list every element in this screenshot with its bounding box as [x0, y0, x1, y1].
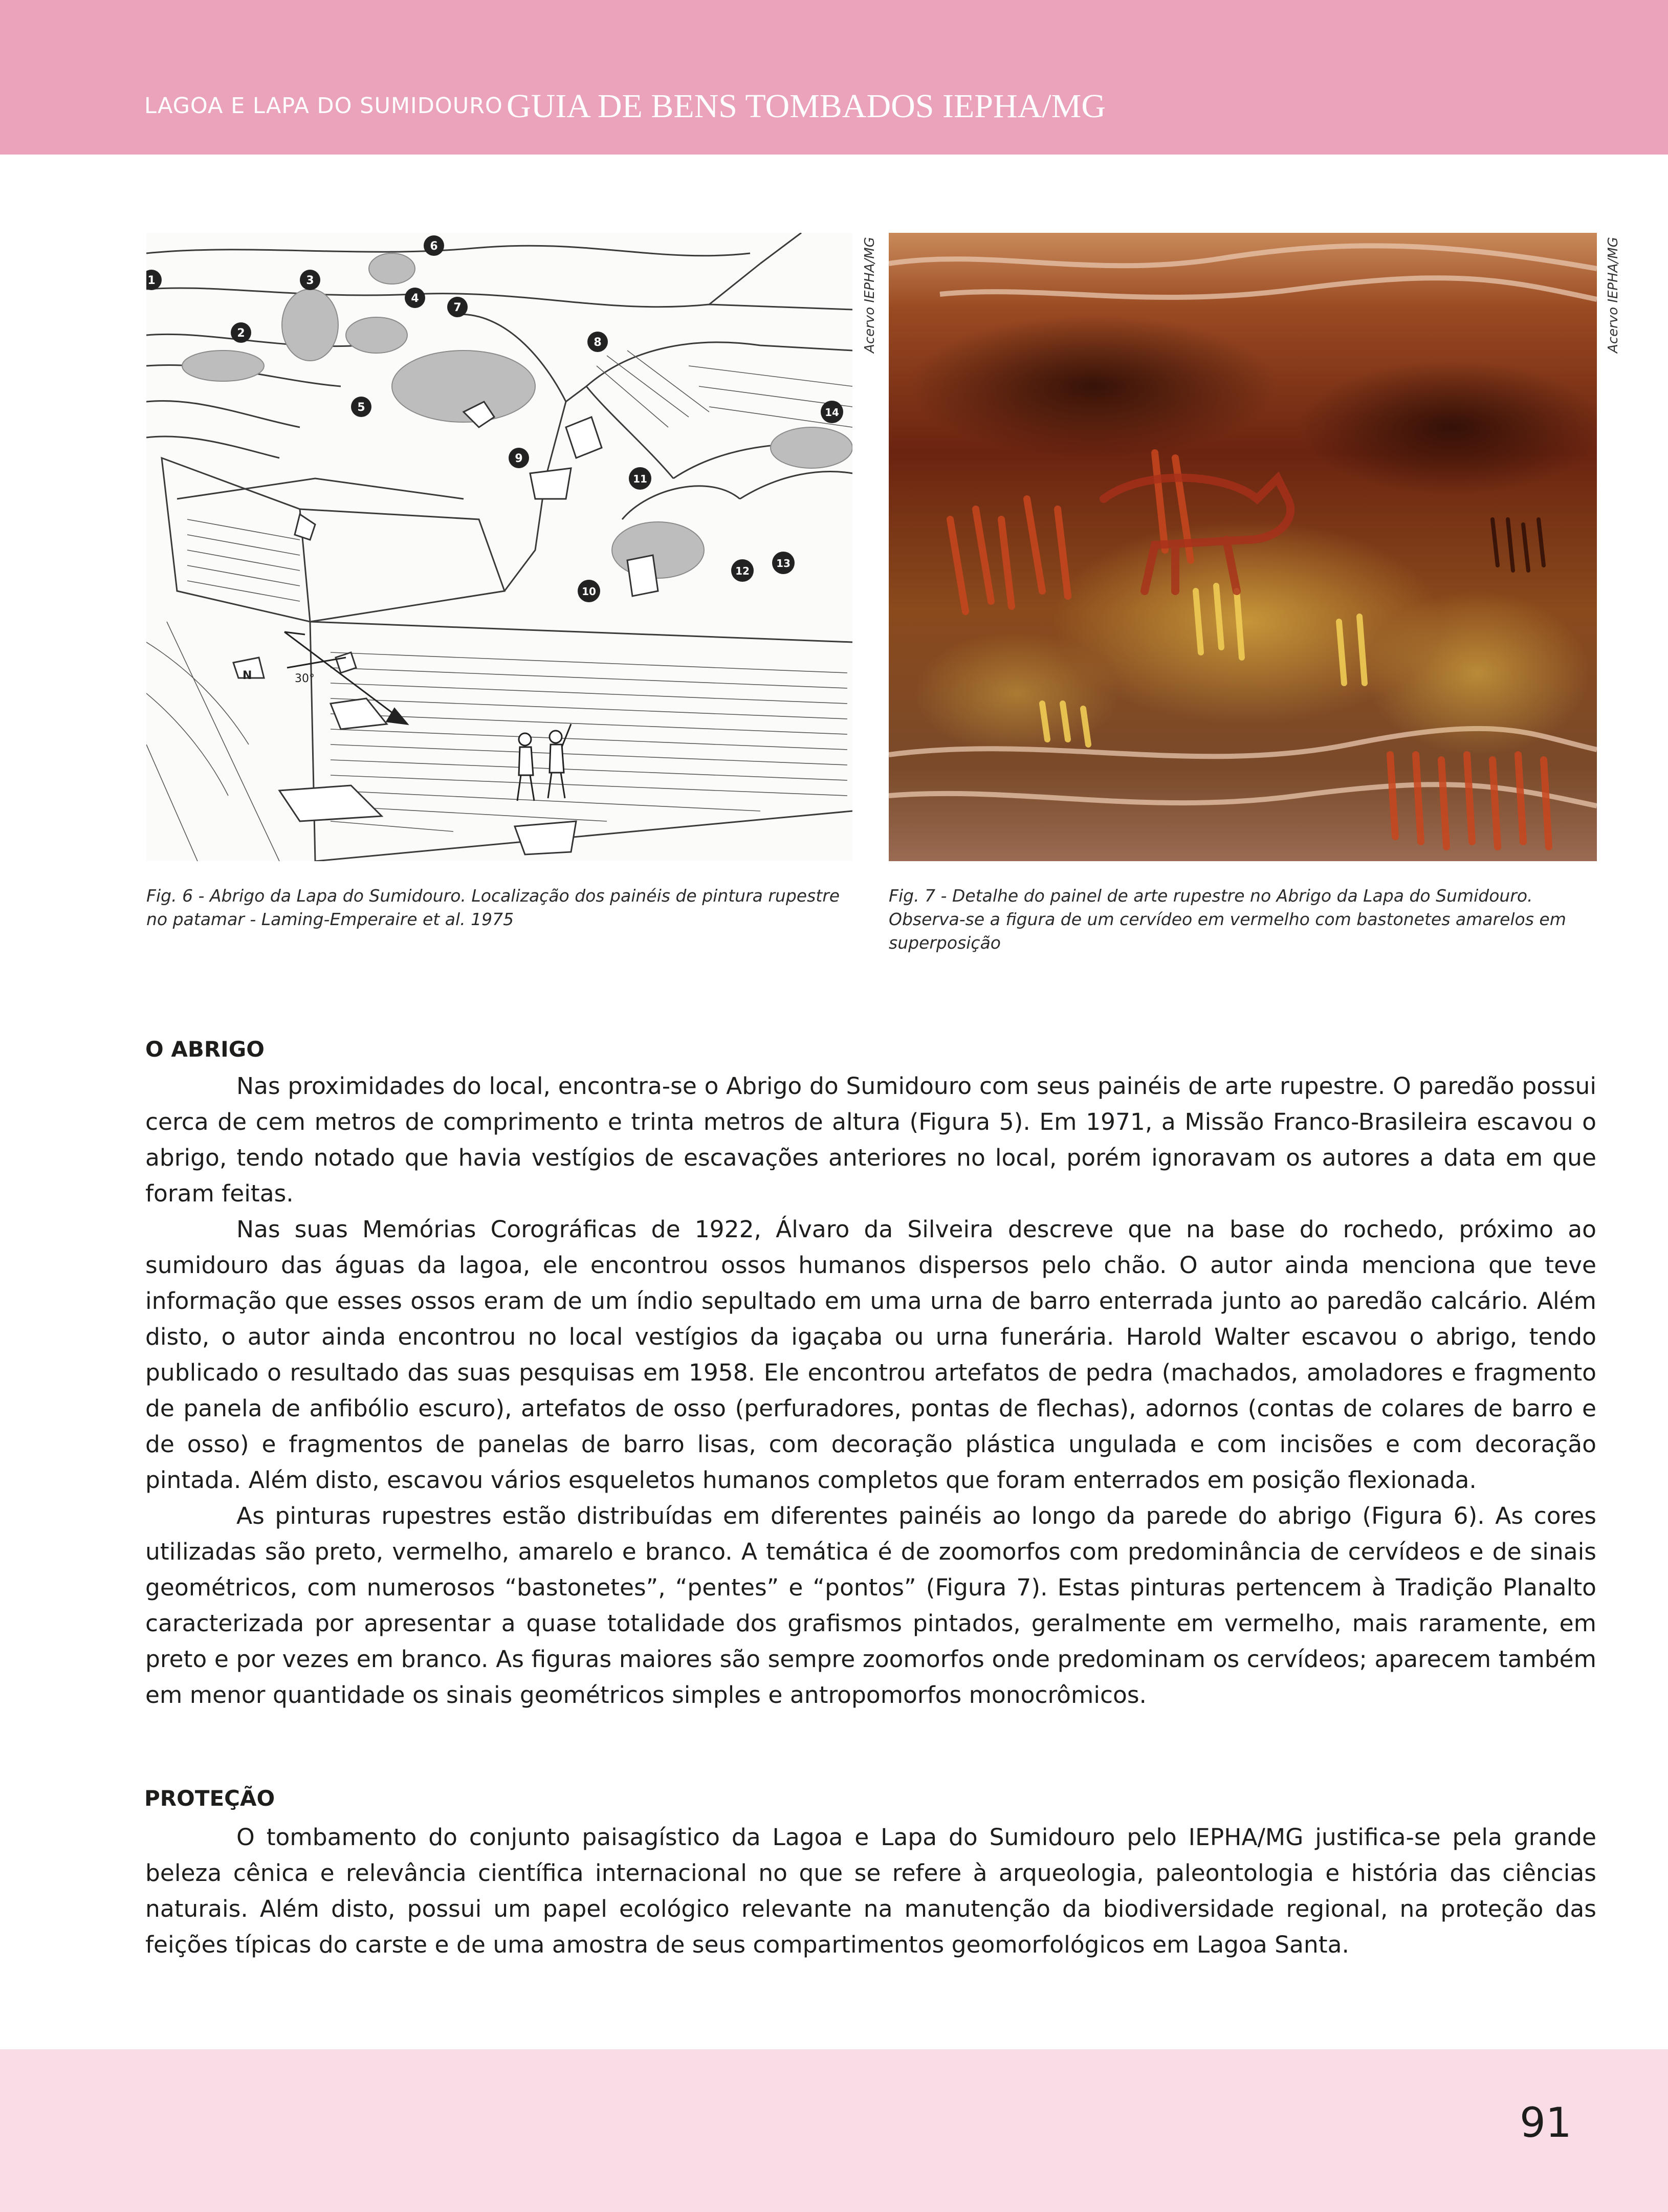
protecao-body	[145, 1820, 1596, 1963]
svg-text:3: 3	[306, 274, 314, 287]
marker-8	[587, 332, 608, 352]
marker-7	[447, 297, 468, 317]
compass-north-label: N	[243, 669, 252, 682]
page-number: 91	[1520, 2099, 1572, 2147]
abrigo-paragraph-2: Nas suas Memórias Corográficas de 1922, Álvaro da Silveira descreve que na base do rochedo, próximo ao sumidouro das águas da lagoa, ele encontrou ossos humanos dispersos pelo chão. O autor ainda menciona que teve informação que esses ossos eram de um índio sepultado em uma urna de barro enterrada junto ao paredão calcário. Além disto, o autor ainda encontrou no local vestígios da igaçaba ou urna funerária. Harold Walter escavou o abrigo, tendo publicado o resultado das suas pesquisas em 1958. Ele encontrou artefatos de pedra (machados, amoladores e fragmento de panela de anfibólio escuro), artefatos de osso (perfuradores, pontas de flechas), adornos (contas de colares de barro e de osso) e fragmentos de panelas de barro lisas, com decoração plástica ungulada e com incisões e com decoração pintada. Além disto, escavou vários esqueletos humanos completos que foram enterrados em posição flexionada.	[145, 1216, 1596, 1494]
svg-text:4: 4	[411, 292, 419, 305]
svg-text:6: 6	[430, 240, 438, 253]
marker-13	[772, 552, 795, 574]
figure-7-caption: Fig. 7 - Detalhe do painel de arte rupestre no Abrigo da Lapa do Sumidouro. Observa-se a figura de um cervídeo em vermelho com bastonetes amarelos em superposição	[889, 886, 1566, 953]
marker-14	[821, 401, 843, 423]
svg-text:2: 2	[237, 327, 245, 340]
marker-11	[629, 467, 651, 490]
marker-12	[731, 559, 754, 582]
svg-text:12: 12	[735, 565, 750, 577]
figure-7-credit: Acervo IEPHA/MG	[1606, 237, 1621, 353]
marker-4	[405, 288, 425, 308]
marker-2	[231, 322, 251, 343]
figure-6-caption: Fig. 6 - Abrigo da Lapa do Sumidouro. Localização dos painéis de pintura rupestre no patamar - Laming-Emperaire et al. 1975	[146, 886, 840, 929]
svg-text:8: 8	[594, 336, 602, 349]
shelter-drawing-illustration	[146, 233, 852, 861]
svg-text:14: 14	[825, 406, 839, 419]
svg-text:1: 1	[147, 274, 156, 287]
marker-10	[578, 580, 600, 602]
svg-text:11: 11	[633, 473, 647, 485]
protecao-paragraph-1: O tombamento do conjunto paisagístico da Lagoa e Lapa do Sumidouro pelo IEPHA/MG justifica-se pela grande beleza cênica e relevância científica internacional no que se refere à arqueologia, paleontologia e história das ciências naturais. Além disto, possui um papel ecológico relevante na manutenção da biodiversidade regional, na proteção das feições típicas do carste e de uma amostra de seus compartimentos geomorfológicos em Lagoa Santa.	[145, 1824, 1596, 1958]
marker-9	[509, 448, 529, 468]
compass-angle-label: 30°	[295, 672, 315, 685]
marker-3	[300, 270, 320, 290]
svg-text:9: 9	[515, 452, 523, 465]
section-title-abrigo: O ABRIGO	[145, 1037, 265, 1062]
footer-band	[0, 2049, 1668, 2212]
abrigo-paragraph-1: Nas proximidades do local, encontra-se o Abrigo do Sumidouro com seus painéis de arte rupestre. O paredão possui cerca de cem metros de comprimento e trinta metros de altura (Figura 5). Em 1971, a Missão Franco-Brasileira escavou o abrigo, tendo notado que havia vestígios de escavações anteriores no local, porém ignoravam os autores a data em que foram feitas.	[145, 1072, 1596, 1207]
abrigo-body	[145, 1068, 1596, 1713]
svg-text:5: 5	[357, 401, 365, 414]
figure-6-drawing	[146, 233, 852, 861]
marker-5	[351, 397, 371, 417]
svg-text:7: 7	[453, 301, 462, 314]
svg-text:10: 10	[582, 585, 596, 598]
header-band	[0, 0, 1668, 155]
section-label: LAGOA E LAPA DO SUMIDOURO	[144, 93, 503, 119]
figure-6-credit: Acervo IEPHA/MG	[862, 237, 877, 353]
rock-art-photo-illustration	[889, 233, 1597, 861]
svg-text:13: 13	[776, 557, 791, 570]
abrigo-paragraph-3: As pinturas rupestres estão distribuídas em diferentes painéis ao longo da parede do abrigo (Figura 6). As cores utilizadas são preto, vermelho, amarelo e branco. A temática é de zoomorfos com predominância de cervídeos e de sinais geométricos, com numerosos “bastonetes”, “pentes” e “pontos” (Figura 7). Estas pinturas pertencem à Tradição Planalto caracterizada por apresentar a quase totalidade dos grafismos pintados, geralmente em vermelho, mais raramente, em preto e por vezes em branco. As figuras maiores são sempre zoomorfos onde predominam os cervídeos; aparecem também em menor quantidade os sinais geométricos simples e antropomorfos monocrômicos.	[145, 1502, 1596, 1709]
section-title-protecao: PROTEÇÃO	[144, 1786, 275, 1811]
guide-title: GUIA DE BENS TOMBADOS IEPHA/MG	[507, 87, 1106, 125]
figure-7-photo	[889, 233, 1597, 861]
marker-6	[424, 235, 444, 256]
